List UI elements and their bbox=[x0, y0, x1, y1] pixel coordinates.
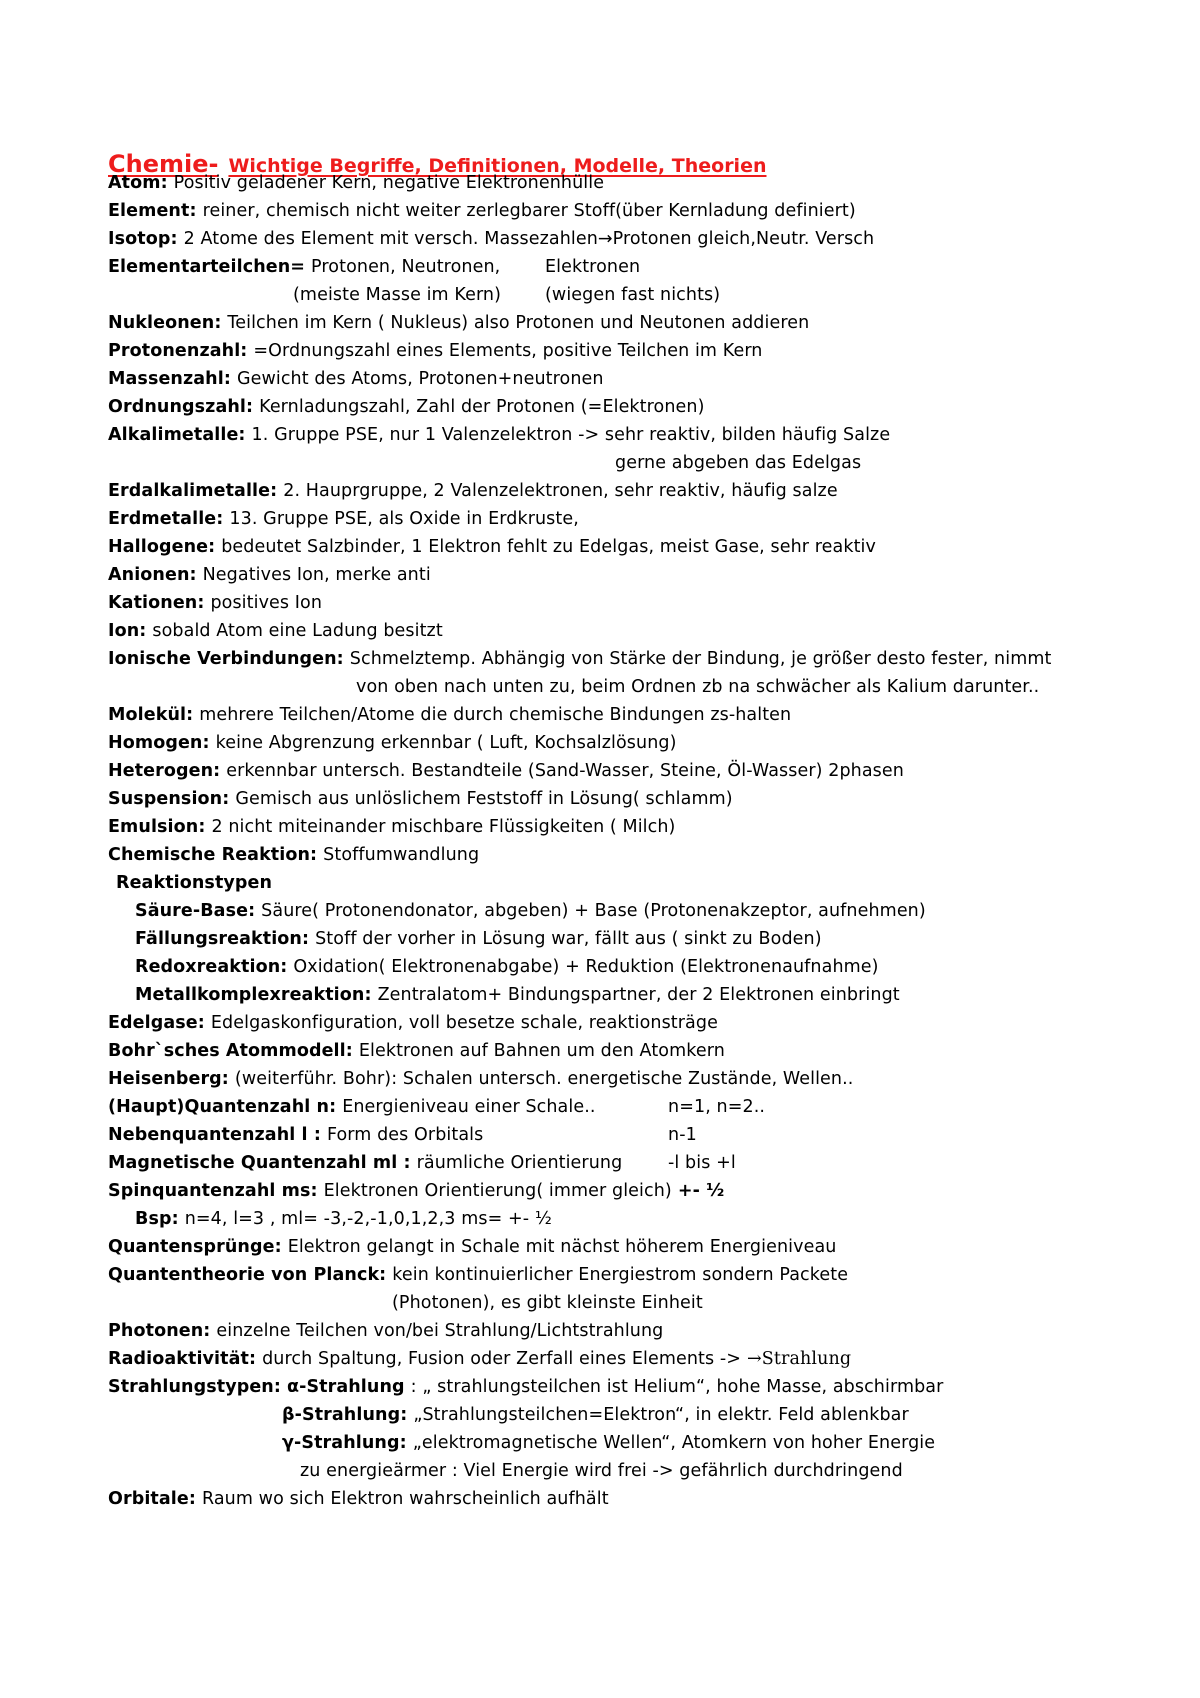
definition-term: Quantentheorie von Planck: bbox=[108, 1265, 387, 1285]
definition-term: Anionen: bbox=[108, 565, 197, 585]
definition-term: Protonenzahl: bbox=[108, 341, 248, 361]
definition-text: 2 nicht miteinander mischbare Flüssigkeiten ( Milch) bbox=[211, 817, 676, 837]
definition-line bbox=[108, 564, 431, 586]
definition-line bbox=[108, 200, 856, 222]
definition-text-secondary: →Strahlung bbox=[747, 1349, 852, 1369]
definition-term: Massenzahl: bbox=[108, 369, 231, 389]
definition-line bbox=[108, 1096, 766, 1118]
definition-term: Element: bbox=[108, 201, 197, 221]
definition-line bbox=[116, 872, 278, 894]
definition-term: Photonen: bbox=[108, 1321, 211, 1341]
definition-line bbox=[300, 1460, 903, 1482]
definition-text: „Strahlungsteilchen=Elektron“, in elektr. Feld ablenkbar bbox=[413, 1405, 909, 1425]
definition-text: Positiv geladener Kern, negative Elektronenhülle bbox=[173, 173, 605, 193]
definition-text: Protonen, Neutronen, bbox=[311, 257, 501, 277]
definition-line bbox=[108, 396, 705, 418]
definition-term: Säure-Base: bbox=[135, 901, 256, 921]
definition-text: Gewicht des Atoms, Protonen+neutronen bbox=[236, 369, 604, 389]
definition-term: Fällungsreaktion: bbox=[135, 929, 310, 949]
definition-text: 13. Gruppe PSE, als Oxide in Erdkruste, bbox=[229, 509, 579, 529]
definition-term: Ion: bbox=[108, 621, 147, 641]
definition-term: Edelgase: bbox=[108, 1013, 205, 1033]
definition-line bbox=[108, 1180, 724, 1202]
definition-text: Gemisch aus unlöslichem Feststoff in Lösung( schlamm) bbox=[235, 789, 733, 809]
definition-term: Nukleonen: bbox=[108, 313, 222, 333]
definition-text: Negatives Ion, merke anti bbox=[202, 565, 431, 585]
definition-text-secondary: n-1 bbox=[668, 1125, 697, 1145]
definition-text: erkennbar untersch. Bestandteile (Sand-Wasser, Steine, Öl-Wasser) 2phasen bbox=[226, 761, 904, 781]
definition-line bbox=[293, 284, 721, 306]
definition-line bbox=[108, 256, 641, 278]
definition-text: Teilchen im Kern ( Nukleus) also Protonen und Neutonen addieren bbox=[227, 313, 810, 333]
definition-text: Kernladungszahl, Zahl der Protonen (=Elektronen) bbox=[259, 397, 705, 417]
definition-line bbox=[108, 424, 890, 446]
definition-line bbox=[135, 956, 879, 978]
definition-line bbox=[108, 172, 604, 194]
definition-text: positives Ion bbox=[210, 593, 323, 613]
definition-term: Ordnungszahl: bbox=[108, 397, 254, 417]
definition-text: Zentralatom+ Bindungspartner, der 2 Elektronen einbringt bbox=[377, 985, 900, 1005]
definition-line bbox=[282, 1404, 909, 1426]
definition-line bbox=[108, 1264, 848, 1286]
definition-term: Reaktionstypen bbox=[116, 873, 273, 893]
definition-text: =Ordnungszahl eines Elements, positive Teilchen im Kern bbox=[253, 341, 763, 361]
definition-text: 2 Atome des Element mit versch. Massezahlen→Protonen gleich,Neutr. Versch bbox=[183, 229, 875, 249]
definition-line bbox=[615, 452, 861, 474]
definition-term: Heisenberg: bbox=[108, 1069, 229, 1089]
definition-line bbox=[108, 1152, 736, 1174]
definition-text: „elektromagnetische Wellen“, Atomkern von hoher Energie bbox=[412, 1433, 936, 1453]
definition-term: Atom: bbox=[108, 173, 168, 193]
definition-line bbox=[108, 592, 322, 614]
continuation-text: (meiste Masse im Kern) bbox=[293, 285, 502, 305]
definition-text: Elektron gelangt in Schale mit nächst höherem Energieniveau bbox=[287, 1237, 837, 1257]
definition-text: 2. Hauprgruppe, 2 Valenzelektronen, sehr reaktiv, häufig salze bbox=[283, 481, 838, 501]
title-sub: Wichtige Begriffe, Definitionen, Modelle, Theorien bbox=[228, 155, 767, 177]
definition-term: Bohr`sches Atommodell: bbox=[108, 1041, 353, 1061]
definition-line bbox=[108, 1040, 725, 1062]
definition-text: Säure( Protonendonator, abgeben) + Base (Protonenakzeptor, aufnehmen) bbox=[261, 901, 926, 921]
definition-term: Kationen: bbox=[108, 593, 205, 613]
definition-line bbox=[108, 508, 579, 530]
definition-term: Alkalimetalle: bbox=[108, 425, 246, 445]
definition-line bbox=[108, 760, 904, 782]
definition-term: Isotop: bbox=[108, 229, 178, 249]
definition-term: Nebenquantenzahl l : bbox=[108, 1125, 321, 1145]
definition-line bbox=[135, 900, 926, 922]
definition-term: Magnetische Quantenzahl ml : bbox=[108, 1153, 411, 1173]
definition-term: γ-Strahlung: bbox=[282, 1433, 407, 1453]
definition-text: Oxidation( Elektronenabgabe) + Reduktion (Elektronenaufnahme) bbox=[293, 957, 879, 977]
definition-term: Bsp: bbox=[135, 1209, 179, 1229]
definition-term: Hallogene: bbox=[108, 537, 216, 557]
definition-term: β-Strahlung: bbox=[282, 1405, 408, 1425]
continuation-text: von oben nach unten zu, beim Ordnen zb na schwächer als Kalium darunter.. bbox=[356, 677, 1040, 697]
definition-text: Form des Orbitals bbox=[326, 1125, 484, 1145]
definition-term: Heterogen: bbox=[108, 761, 221, 781]
definition-line bbox=[392, 1292, 703, 1314]
definition-text-secondary: -l bis +l bbox=[668, 1153, 736, 1173]
definition-text: Stoffumwandlung bbox=[323, 845, 480, 865]
definition-line bbox=[108, 368, 604, 390]
definition-line bbox=[108, 648, 1051, 670]
definition-term: Ionische Verbindungen: bbox=[108, 649, 344, 669]
continuation-text: (Photonen), es gibt kleinste Einheit bbox=[392, 1293, 703, 1313]
definition-text: keine Abgrenzung erkennbar ( Luft, Kochsalzlösung) bbox=[215, 733, 677, 753]
definition-text: durch Spaltung, Fusion oder Zerfall eines Elements -> bbox=[262, 1349, 742, 1369]
definition-text: Energieniveau einer Schale.. bbox=[342, 1097, 596, 1117]
continuation-text-secondary: (wiegen fast nichts) bbox=[545, 285, 721, 305]
definition-text: mehrere Teilchen/Atome die durch chemische Bindungen zs-halten bbox=[199, 705, 792, 725]
definition-text: Elektronen auf Bahnen um den Atomkern bbox=[358, 1041, 725, 1061]
definition-line bbox=[108, 1236, 836, 1258]
definition-term: Homogen: bbox=[108, 733, 210, 753]
definition-line bbox=[108, 1488, 609, 1510]
definition-text: Elektronen Orientierung( immer gleich) bbox=[323, 1181, 672, 1201]
definition-line bbox=[108, 1012, 718, 1034]
definition-line bbox=[108, 228, 874, 250]
definition-line bbox=[356, 676, 1039, 698]
definition-text-secondary: +- ½ bbox=[677, 1181, 725, 1201]
definition-line bbox=[108, 788, 733, 810]
definition-text: Raum wo sich Elektron wahrscheinlich aufhält bbox=[201, 1489, 609, 1509]
definition-line bbox=[108, 480, 838, 502]
definition-line bbox=[108, 816, 676, 838]
definition-line bbox=[108, 340, 763, 362]
definition-text: Stoff der vorher in Lösung war, fällt aus ( sinkt zu Boden) bbox=[315, 929, 822, 949]
definition-line bbox=[135, 928, 822, 950]
definition-line bbox=[108, 1124, 697, 1146]
definition-term: Metallkomplexreaktion: bbox=[135, 985, 372, 1005]
definition-line bbox=[135, 1208, 552, 1230]
definition-line bbox=[135, 984, 900, 1006]
definition-text: bedeutet Salzbinder, 1 Elektron fehlt zu Edelgas, meist Gase, sehr reaktiv bbox=[221, 537, 876, 557]
definition-line bbox=[108, 1068, 853, 1090]
definition-line bbox=[108, 704, 791, 726]
definition-term: Orbitale: bbox=[108, 1489, 196, 1509]
definition-line bbox=[108, 620, 443, 642]
definition-term: Quantensprünge: bbox=[108, 1237, 282, 1257]
definition-term: Redoxreaktion: bbox=[135, 957, 288, 977]
definition-text: α-Strahlung bbox=[286, 1377, 405, 1397]
definition-text: einzelne Teilchen von/bei Strahlung/Lichtstrahlung bbox=[216, 1321, 664, 1341]
definition-term: Chemische Reaktion: bbox=[108, 845, 318, 865]
definition-term: Spinquantenzahl ms: bbox=[108, 1181, 318, 1201]
definition-text: räumliche Orientierung bbox=[416, 1153, 623, 1173]
definition-text-secondary: Elektronen bbox=[545, 257, 641, 277]
definition-text: Edelgaskonfiguration, voll besetze schale, reaktionsträge bbox=[210, 1013, 718, 1033]
definition-term: Molekül: bbox=[108, 705, 194, 725]
definition-term: Erdalkalimetalle: bbox=[108, 481, 278, 501]
title-main: Chemie- bbox=[108, 150, 219, 178]
definition-line bbox=[282, 1432, 935, 1454]
definition-line bbox=[108, 1320, 663, 1342]
definition-line bbox=[108, 312, 809, 334]
definition-text: kein kontinuierlicher Energiestrom sondern Packete bbox=[392, 1265, 849, 1285]
definition-term: Suspension: bbox=[108, 789, 230, 809]
definition-text: n=4, l=3 , ml= -3,-2,-1,0,1,2,3 ms= +- ½ bbox=[184, 1209, 552, 1229]
definition-term: (Haupt)Quantenzahl n: bbox=[108, 1097, 337, 1117]
definition-term: Strahlungstypen: bbox=[108, 1377, 281, 1397]
definition-term: Elementarteilchen= bbox=[108, 257, 306, 277]
continuation-text: zu energieärmer : Viel Energie wird frei -> gefährlich durchdringend bbox=[300, 1461, 903, 1481]
definition-text: (weiterführ. Bohr): Schalen untersch. energetische Zustände, Wellen.. bbox=[234, 1069, 854, 1089]
definition-text: Schmelztemp. Abhängig von Stärke der Bindung, je größer desto fester, nimmt bbox=[349, 649, 1052, 669]
definition-line bbox=[108, 536, 876, 558]
definition-line bbox=[108, 732, 677, 754]
definition-text: 1. Gruppe PSE, nur 1 Valenzelektron -> sehr reaktiv, bilden häufig Salze bbox=[251, 425, 891, 445]
definition-text-secondary: : „ strahlungsteilchen ist Helium“, hohe Masse, abschirmbar bbox=[410, 1377, 944, 1397]
definition-line bbox=[108, 1348, 851, 1370]
definition-text: reiner, chemisch nicht weiter zerlegbarer Stoff(über Kernladung definiert) bbox=[202, 201, 856, 221]
definition-line bbox=[108, 1376, 943, 1398]
definition-text-secondary: n=1, n=2.. bbox=[668, 1097, 766, 1117]
definition-term: Radioaktivität: bbox=[108, 1349, 257, 1369]
continuation-text: gerne abgeben das Edelgas bbox=[615, 453, 862, 473]
definition-term: Erdmetalle: bbox=[108, 509, 224, 529]
definition-line bbox=[108, 844, 479, 866]
definition-term: Emulsion: bbox=[108, 817, 206, 837]
definition-text: sobald Atom eine Ladung besitzt bbox=[152, 621, 443, 641]
